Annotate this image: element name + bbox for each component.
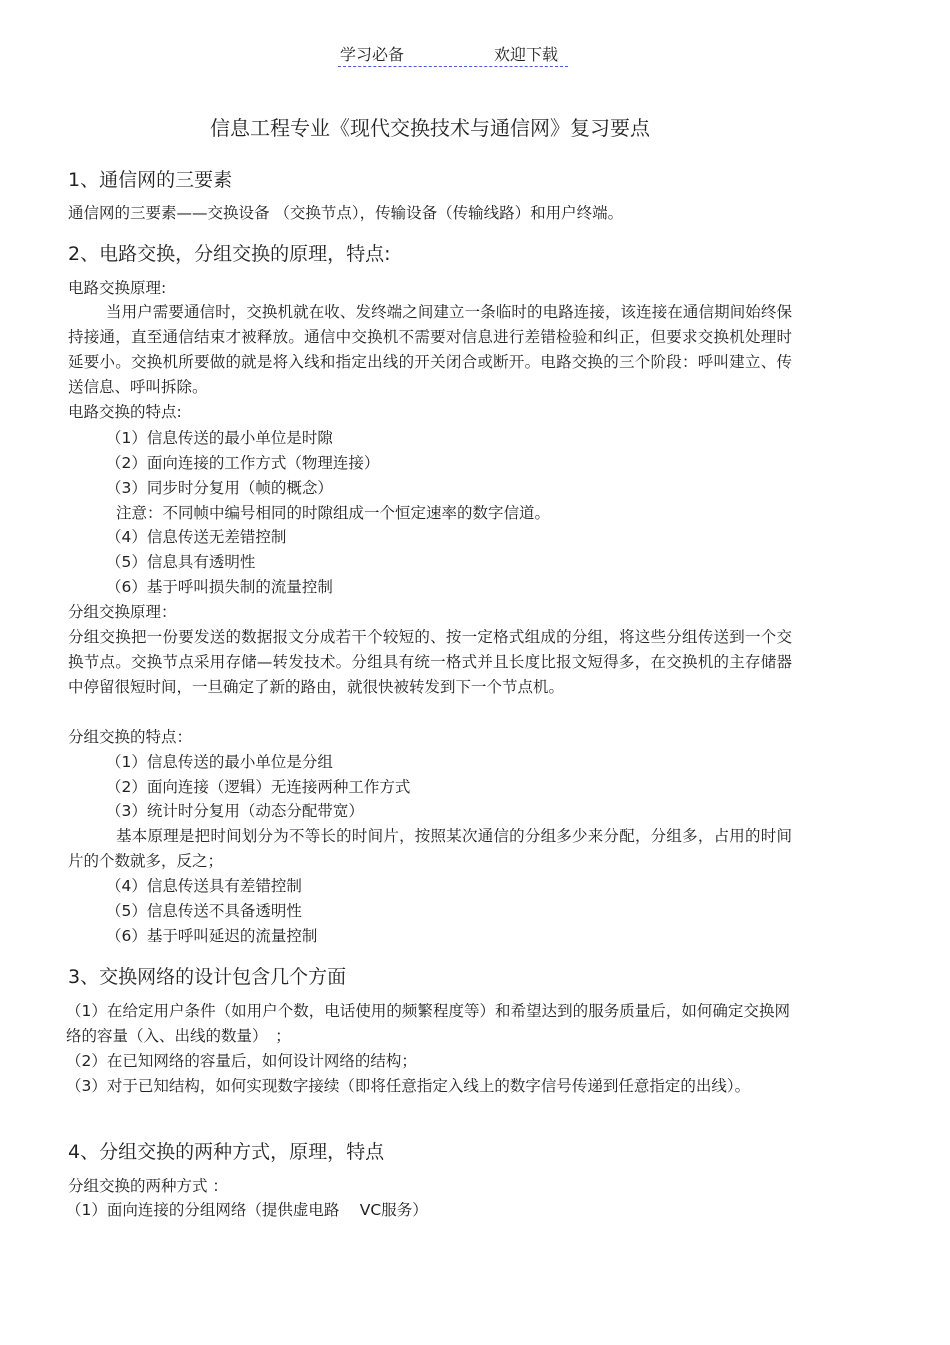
section-1-heading: 1、通信网的三要素 — [68, 169, 233, 191]
page-header — [338, 40, 568, 67]
section-2-heading: 2、电路交换，分组交换的原理，特点: — [68, 243, 391, 265]
circuit-switching-features-label: 电路交换的特点: — [68, 403, 182, 421]
header-left-text: 学习必备 — [340, 45, 405, 64]
cs-feature-item: （2）面向连接的工作方式（物理连接） — [106, 454, 380, 472]
ps-feature-item: （1）信息传送的最小单位是分组 — [106, 753, 333, 771]
section-4-heading: 4、分组交换的两种方式，原理，特点 — [68, 1141, 385, 1163]
circuit-switching-principle-label: 电路交换原理: — [68, 279, 167, 297]
cs-feature-item: （1）信息传送的最小单位是时隙 — [106, 429, 333, 447]
ps-feature-item: （5）信息传送不具备透明性 — [106, 902, 302, 920]
cs-feature-note: 注意：不同帧中编号相同的时隙组成一个恒定速率的数字信道。 — [116, 504, 551, 522]
section-3-item: （3）对于已知结构，如何实现数字接续（即将任意指定入线上的数字信号传递到任意指定的出线）。 — [66, 1077, 751, 1095]
section-3-heading: 3、交换网络的设计包含几个方面 — [68, 966, 347, 988]
cs-feature-item: （6）基于呼叫损失制的流量控制 — [106, 578, 333, 596]
packet-switching-principle-label: 分组交换原理： — [68, 603, 177, 621]
ps-feature-item: （2）面向连接（逻辑）无连接两种工作方式 — [106, 778, 411, 796]
document-title: 信息工程专业《现代交换技术与通信网》复习要点 — [210, 116, 650, 140]
section-1-text: 通信网的三要素——交换设备 （交换节点），传输设备（传输线路）和用户终端。 — [68, 204, 624, 222]
header-right-text: 欢迎下载 — [494, 45, 559, 64]
section-4-item: （1）面向连接的分组网络（提供虚电路 VC服务） — [66, 1201, 428, 1219]
cs-feature-item: （4）信息传送无差错控制 — [106, 528, 287, 546]
ps-feature-note: 基本原理是把时间划分为不等长的时间片，按照某次通信的分组多少来分配，分组多，占用的时间片的个数就多，反之； — [68, 827, 792, 870]
ps-feature-item: （3）统计时分复用（动态分配带宽） — [106, 802, 364, 820]
section-3-item: （1）在给定用户条件（如用户个数，电话使用的频繁程度等）和希望达到的服务质量后，如何确定交换网络的容量（入、出线的数量） ； — [66, 1002, 790, 1045]
cs-feature-item: （3）同步时分复用（帧的概念） — [106, 479, 333, 497]
section-3-item: （2）在已知网络的容量后，如何设计网络的结构； — [66, 1052, 417, 1070]
ps-feature-item: （4）信息传送具有差错控制 — [106, 877, 302, 895]
cs-feature-item: （5）信息具有透明性 — [106, 553, 256, 571]
packet-switching-principle-text: 分组交换把一份要发送的数据报文分成若干个较短的、按一定格式组成的分组，将这些分组传送到一个交换节点。交换节点采用存储—转发技术。分组具有统一格式并且长度比报文短得多，在交换机的主存储器中停留很短时间，一旦确定了新的路由，就很快被转发到下一个节点机。 — [68, 628, 792, 696]
packet-switching-features-label: 分组交换的特点： — [68, 728, 193, 746]
section-4-label: 分组交换的两种方式 ： — [68, 1177, 228, 1195]
ps-feature-item: （6）基于呼叫延迟的流量控制 — [106, 927, 318, 945]
circuit-switching-principle-text: 当用户需要通信时，交换机就在收、发终端之间建立一条临时的电路连接，该连接在通信期间始终保持接通，直至通信结束才被释放。通信中交换机不需要对信息进行差错检验和纠正，但要求交换机处理时延要小。交换机所要做的就是将入线和指定出线的开关闭合或断开。电路交换的三个阶段：呼叫建立、传送信息、呼叫拆除。 — [68, 303, 792, 396]
